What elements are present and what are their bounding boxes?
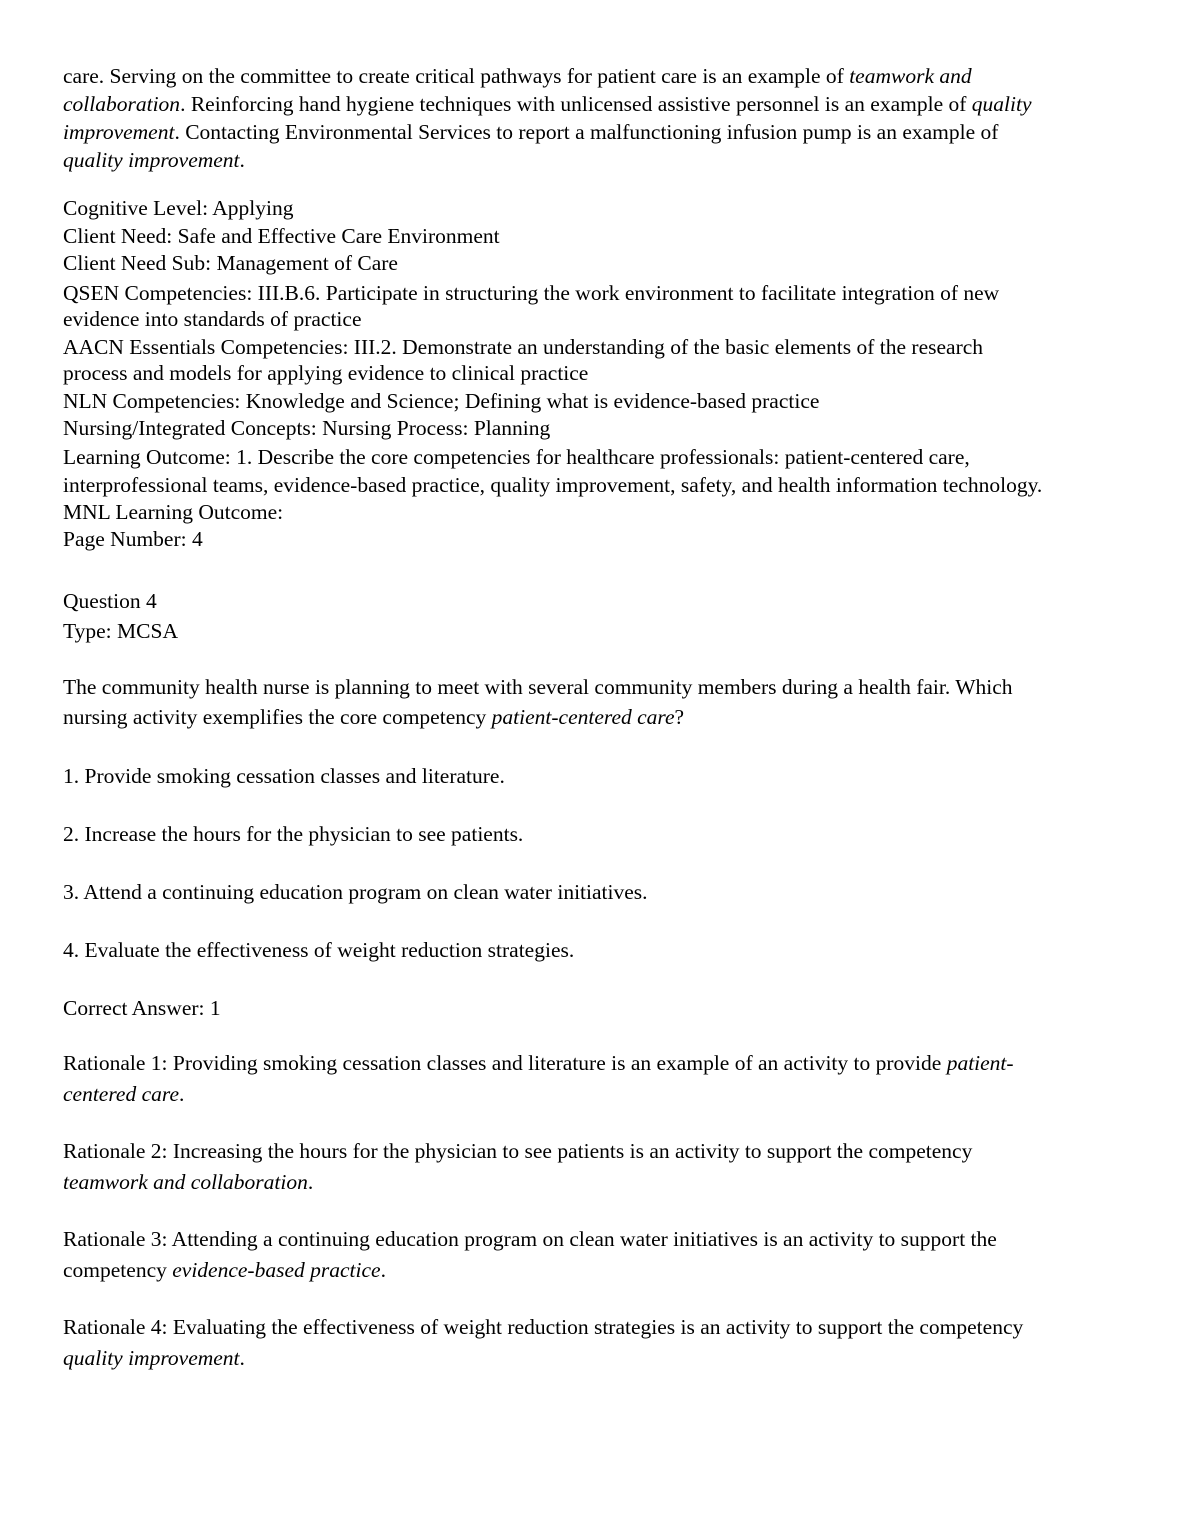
nln-competencies: NLN Competencies: Knowledge and Science; Defining what is evidence-based practice <box>63 388 820 413</box>
rationale-3: Rationale 3: Attending a continuing education program on clean water initiatives is an activity to support the competency evidence-based practice. <box>63 1226 997 1282</box>
rationale-1: Rationale 1: Providing smoking cessation classes and literature is an example of an activity to provide patient- centered care. <box>63 1050 1014 1106</box>
rationales <box>63 1048 1133 1374</box>
question-header <box>63 586 1133 646</box>
intro-paragraph: care. Serving on the committee to create critical pathways for patient care is an example of teamwork and collaboration. Reinforcing hand hygiene techniques with unlicensed assistive personnel is an example of quality improvement. Contacting Environmental Services to report a malfunctioning infusion pump is an example of quality improvement. <box>63 64 1032 172</box>
rationale-2: Rationale 2: Increasing the hours for the physician to see patients is an activity to support the competency teamwork and collaboration. <box>63 1138 973 1194</box>
qsen-competencies: QSEN Competencies: III.B.6. Participate in structuring the work environment to facilitate integration of new evidence into standards of practice <box>63 280 1000 331</box>
page-number: Page Number: 4 <box>63 527 203 551</box>
option-1: 1. Provide smoking cessation classes and literature. <box>63 763 505 788</box>
question-stem: The community health nurse is planning to meet with several community members during a health fair. Which nursing activity exemplifies the core competency patient-centered care? <box>63 674 1013 729</box>
answer-options <box>63 762 1133 964</box>
option-3: 3. Attend a continuing education program on clean water initiatives. <box>63 879 648 904</box>
question-number: Question 4 <box>63 588 157 613</box>
rationale-4: Rationale 4: Evaluating the effectiveness of weight reduction strategies is an activity to support the competency quality improvement. <box>63 1314 1024 1370</box>
mnl-learning-outcome: MNL Learning Outcome: <box>63 499 284 524</box>
option-2: 2. Increase the hours for the physician to see patients. <box>63 821 524 846</box>
client-need-sub: Client Need Sub: Management of Care <box>63 251 398 275</box>
question-metadata <box>63 195 1133 554</box>
question-type: Type: MCSA <box>63 618 178 643</box>
learning-outcome: Learning Outcome: 1. Describe the core competencies for healthcare professionals: patient-centered care, interprofessional teams, evidence-based practice, quality improvement, safety, and health information technology. <box>63 444 1043 497</box>
nursing-concepts: Nursing/Integrated Concepts: Nursing Process: Planning <box>63 416 551 440</box>
client-need: Client Need: Safe and Effective Care Environment <box>63 223 500 248</box>
aacn-competencies: AACN Essentials Competencies: III.2. Demonstrate an understanding of the basic elements of the research process and models for applying evidence to clinical practice <box>63 334 984 385</box>
option-4: 4. Evaluate the effectiveness of weight reduction strategies. <box>63 937 575 962</box>
document-page <box>63 62 1133 1374</box>
correct-answer: Correct Answer: 1 <box>63 995 221 1020</box>
cognitive-level: Cognitive Level: Applying <box>63 196 294 220</box>
